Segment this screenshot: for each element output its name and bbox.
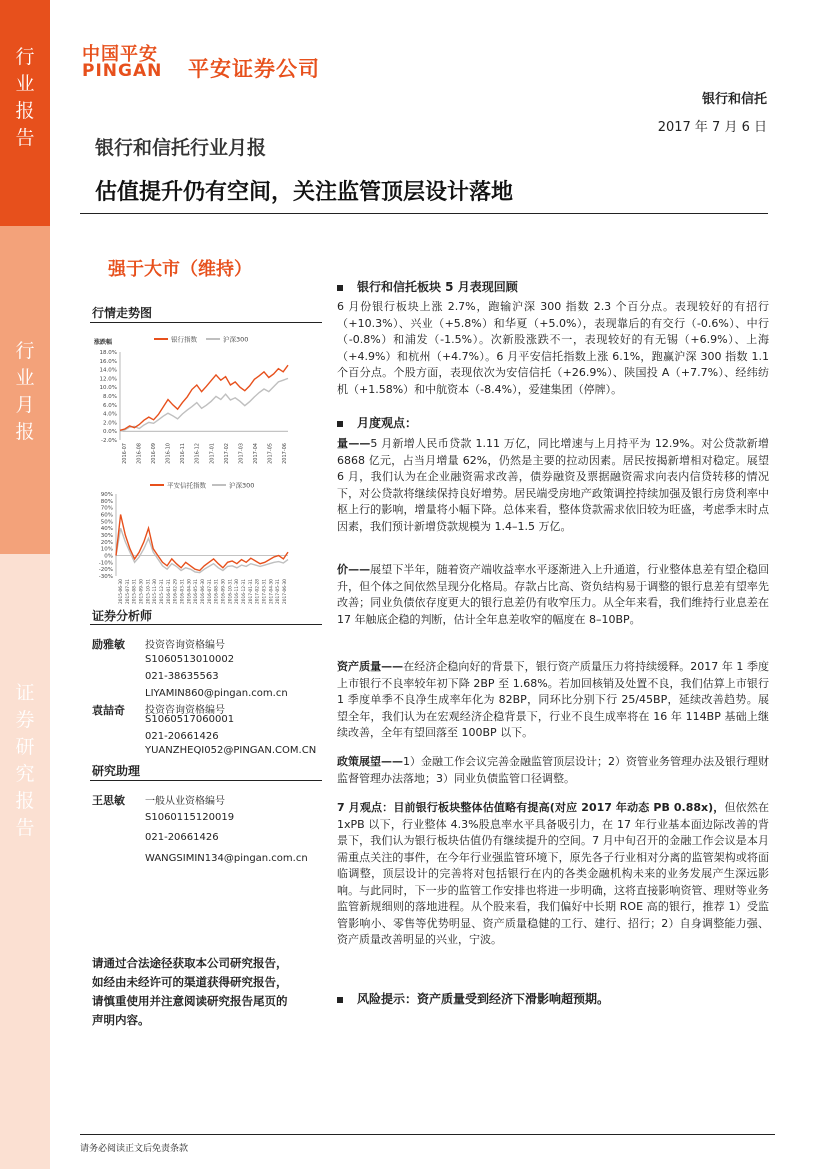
para-price-body: 展望下半年，随着资产端收益率水平逐渐进入上升通道，行业整体息差有望企稳回升，但个体之间依然呈现分化格局。存款占比高、资负结构易于调整的银行息差有望率先改善；同业负债依存度更大的银行息差仍有收窄压力。从全年来看，我们维持行业息差在 17 年触底企稳的判断，估计全年息差收窄的幅度在 8–10BP。: [337, 563, 770, 626]
sidebar-text-report: 行 业 报 告: [15, 46, 35, 149]
x-tick-label: 2016-03-31: [180, 579, 186, 604]
y-tick-label: 0.0%: [103, 429, 117, 436]
analyst-label: 证券分析师: [92, 609, 153, 623]
assistant-line-3: 021-20661426: [145, 832, 219, 843]
x-tick-label: 2016-02-29: [173, 579, 179, 604]
x-tick-label: 2016-08-31: [214, 579, 220, 604]
y-tick-label: 10.0%: [99, 385, 117, 392]
industry-label: 银行和信托: [701, 92, 767, 107]
x-tick-label: 2016-11: [180, 443, 187, 464]
x-tick-label: 2016-01-31: [166, 579, 172, 604]
y-tick-label: 0%: [104, 553, 113, 560]
y-tick-label: 50%: [100, 519, 113, 526]
x-tick-label: 2016-10: [165, 443, 172, 464]
para-july-lead: 7 月观点：: [337, 801, 394, 814]
bullet-square-icon: [337, 997, 343, 1003]
para-asset-quality: [337, 659, 769, 742]
trend-divider: [90, 322, 322, 323]
y-tick-label: 80%: [100, 498, 113, 505]
analyst-divider: [90, 624, 322, 625]
para-price-lead: 价——: [337, 563, 371, 576]
analyst-2-line-3: 021-20661426: [145, 731, 219, 742]
x-tick-label: 2017-06: [282, 443, 288, 464]
x-tick-label: 2017-05: [267, 443, 274, 464]
logo-en: PINGAN: [82, 61, 163, 81]
title-divider: [80, 213, 768, 214]
analyst-1-line-3: 021-38635563: [145, 671, 219, 682]
x-tick-label: 2016-11-30: [235, 579, 241, 604]
para-july-view: [337, 800, 769, 949]
page-title: 估值提升仍有空间，关注监管顶层设计落地: [95, 180, 514, 205]
assistant-name: 王思敏: [92, 794, 125, 807]
footer-divider: [80, 1134, 775, 1135]
y-tick-label: -30%: [98, 574, 113, 580]
analyst-name-1: 励雅敏: [92, 638, 125, 651]
section-review-body: 6 月份银行板块上涨 2.7%，跑输沪深 300 指数 2.3 个百分点。表现较好的有招行（+10.3%）、兴业（+5.8%）和华夏（+5.0%），表现靠后的有交行（-0.6%）、中行（-0.8%）和浦发（-1.5%）。次新股涨跌不一，表现较好的有无锡（+6.9%）、上海（+4.9%）和杭州（+4.7%）。6 月平安信托指数上涨 6.1%，跑赢沪深 300 指数 1.1 个百分点。个股方面，表现依次为安信信托（+26.9%）、陕国投 A（+7.7%）、经纬纺机（+1.58%）和中航资本（-8.4%），爱建集团（停牌）。: [337, 300, 769, 396]
disclaimer: 请通过合法途径获取本公司研究报告，如经由未经许可的渠道获得研究报告，请慎重使用并注意阅读研究报告尾页的声明内容。: [92, 956, 288, 1027]
para-volume: [337, 436, 769, 535]
series-line-0: [120, 365, 288, 430]
sidebar-block-report: [0, 0, 50, 226]
legend-label-1: 沪深300: [229, 481, 255, 490]
x-tick-label: 2017-02-28: [255, 579, 261, 604]
x-tick-label: 2017-01-31: [248, 579, 254, 604]
y-tick-label: 70%: [100, 505, 113, 512]
x-tick-label: 2016-08: [136, 443, 143, 464]
analyst-name-2: 袁喆奇: [92, 704, 125, 717]
x-tick-label: 2015-09-30: [139, 579, 145, 604]
sidebar-block-research: [0, 554, 50, 1169]
x-tick-label: 2017-02: [223, 443, 230, 464]
footer-note: 请务必阅读正文后免责条款: [80, 1144, 189, 1154]
y-tick-label: 10%: [100, 546, 113, 553]
para-policy-lead: 政策展望——: [337, 755, 403, 768]
section-view-heading: [337, 414, 417, 431]
x-tick-label: 2017-04: [252, 443, 259, 464]
trend-label: 行情走势图: [92, 306, 153, 320]
x-tick-label: 2015-10-31: [146, 579, 152, 604]
y-tick-label: 18.0%: [99, 350, 117, 356]
report-type: 银行和信托行业月报: [95, 137, 267, 159]
y-tick-label: -20%: [98, 567, 113, 574]
risk-text: 风险提示：资产质量受到经济下滑影响超预期。: [357, 992, 610, 1006]
chart-title: 涨跌幅: [94, 339, 113, 346]
bullet-square-icon: [337, 285, 343, 291]
assistant-label: 研究助理: [92, 764, 141, 778]
x-tick-label: 2015-12-31: [160, 579, 165, 604]
para-july-bold: 目前银行板块整体估值略有提高(对应 2017 年动态 PB 0.88x)，: [393, 801, 725, 814]
series-line-0: [116, 515, 288, 571]
x-tick-label: 2017-03-31: [262, 579, 268, 604]
analyst-2-line-2: S1060517060001: [145, 714, 235, 725]
y-tick-label: 40%: [100, 526, 113, 533]
para-asset-body: 在经济企稳向好的背景下，银行资产质量压力将持续缓释。2017 年 1 季度上市银行不良率较年初下降 2BP 至 1.68%。若加回核销及处置不良，我们估算上市银行 1 季度单季不良净生成率年化为 82BP，同环比分别下行 25/45BP，延续改善趋势。展望全年，我们认为在宏观经济企稳背景下，行业不良生成率将在 16 年 114BP 基础上继续改善，全年有望回落至 100BP 以下。: [337, 660, 769, 739]
y-tick-label: 16.0%: [99, 358, 117, 365]
section-view-title: 月度观点：: [357, 416, 418, 430]
x-tick-label: 2016-09-30: [221, 579, 227, 604]
section-review-heading: [337, 278, 518, 295]
bullet-square-icon: [337, 421, 343, 427]
x-tick-label: 2016-09: [151, 443, 158, 464]
x-tick-label: 2015-06-30: [119, 579, 124, 604]
y-tick-label: 6.0%: [103, 402, 117, 409]
sidebar-text-monthly: 行 业 月 报: [15, 340, 35, 443]
y-tick-label: 90%: [100, 492, 113, 498]
y-tick-label: 20%: [100, 539, 113, 546]
para-july-body: 但依然在 1xPB 以下，行业整体 4.3%股息率水平具备吸引力，在 17 年行业基本面边际改善的背景下，我们认为银行板块估值仍有继续提升的空间。7 月中旬召开的金融工作会议是本月需重点关注的事件，在今年行业强监管环境下，原先各子行业相对分离的监管架构或将面临调整，顶层设计的完善将对包括银行在内的各类金融机构未来的业务发展产生深远影响。与此同时，下一步的监管工作安排也将进一步明确，这将直接影响资管、理财等业务监管新规细则的落地进程。从个股来看，我们偏好中长期 ROE 高的银行，推荐 1）受监管影响小、零售等优势明显、资产质量稳健的工行、建行、招行；2）自身调整能力强、资产质量改善明显的兴业，宁波。: [337, 801, 769, 946]
para-price: [337, 562, 769, 628]
sidebar-text-research: 证 券 研 究 报 告: [15, 682, 35, 839]
x-tick-label: 2017-04-30: [269, 579, 275, 604]
x-tick-label: 2015-08-31: [132, 579, 138, 604]
y-tick-label: 30%: [100, 533, 113, 539]
series-line-1: [116, 528, 288, 572]
x-tick-label: 2016-10-31: [228, 579, 234, 604]
series-line-1: [120, 378, 288, 431]
para-asset-lead: 资产质量——: [337, 660, 404, 673]
y-tick-label: -10%: [98, 560, 113, 567]
sidebar-block-monthly: [0, 226, 50, 554]
x-tick-label: 2016-07: [122, 443, 128, 464]
x-tick-label: 2015-07-31: [125, 579, 131, 604]
analyst-1-line-1: 投资咨询资格编号: [145, 640, 225, 651]
logo-securities: 平安证券公司: [188, 57, 320, 81]
analyst-1-line-2: S1060513010002: [145, 654, 235, 665]
para-policy-body: 1）金融工作会议完善金融监管顶层设计；2）资管业务管理办法及银行理财监督管理办法落地；3）同业负债监管口径调整。: [337, 755, 769, 785]
rating: 强于大市（维持）: [108, 259, 252, 280]
x-tick-label: 2016-12-31: [242, 579, 247, 604]
x-tick-label: 2017-06-30: [283, 579, 288, 604]
legend-label-0: 银行指数: [171, 335, 197, 344]
y-tick-label: 12.0%: [99, 376, 117, 383]
assistant-divider: [90, 780, 322, 781]
y-tick-label: 60%: [100, 512, 113, 519]
x-tick-label: 2016-04-30: [187, 579, 193, 604]
x-tick-label: 2016-05-31: [194, 579, 200, 604]
analyst-1-email[interactable]: LIYAMIN860@pingan.com.cn: [145, 688, 288, 699]
report-date: 2017 年 7 月 6 日: [657, 120, 767, 135]
x-tick-label: 2017-01: [209, 443, 216, 464]
x-tick-label: 2016-06-30: [201, 579, 206, 604]
analyst-2-line-1: 投资咨询资格编号: [145, 705, 225, 716]
bank-index-chart: [92, 328, 312, 472]
y-tick-label: 2.0%: [103, 420, 117, 427]
logo-cn: 中国平安: [82, 44, 158, 65]
y-tick-label: -2.0%: [101, 438, 117, 444]
risk-heading: [337, 990, 609, 1007]
y-tick-label: 14.0%: [99, 367, 117, 374]
y-tick-label: 8.0%: [103, 394, 117, 400]
section-review-title: 银行和信托板块 5 月表现回顾: [357, 280, 518, 294]
para-volume-body: 5 月新增人民币贷款 1.11 万亿，同比增速与上月持平为 12.9%。对公贷款新增 6868 亿元，占当月增量 62%，仍然是主要的拉动因素。居民按揭新增相对稳定。展望 6 月，我们认为在企业融资需求改善，债券融资及票据融资需求向表内信贷转移的情况下，对公贷款将继续保持良好增势。居民端受房地产政策调控持续加强及银行房贷利率中枢上行的影响，增量将小幅下降。总体来看，整体贷款需求依旧较为旺盛，考虑季末时点因素，我们预计新增贷款规模为 1.4–1.5 万亿。: [337, 437, 770, 533]
trust-index-chart: [92, 478, 312, 604]
x-tick-label: 2017-05-31: [276, 579, 282, 604]
para-policy: [337, 754, 769, 787]
assistant-email[interactable]: WANGSIMIN134@pingan.com.cn: [145, 853, 308, 864]
legend-label-1: 沪深300: [223, 335, 249, 344]
assistant-line-1: 一般从业资格编号: [145, 796, 225, 807]
x-tick-label: 2016-07-31: [207, 579, 213, 604]
x-tick-label: 2017-03: [238, 443, 245, 464]
x-tick-label: 2015-11-30: [153, 579, 159, 604]
x-tick-label: 2016-12: [194, 443, 201, 464]
legend-label-0: 平安信托指数: [167, 481, 206, 490]
assistant-line-2: S1060115120019: [145, 812, 235, 823]
y-tick-label: 4.0%: [103, 411, 117, 418]
analyst-2-email[interactable]: YUANZHEQI052@PINGAN.COM.CN: [145, 745, 317, 756]
para-volume-lead: 量——: [337, 437, 371, 450]
